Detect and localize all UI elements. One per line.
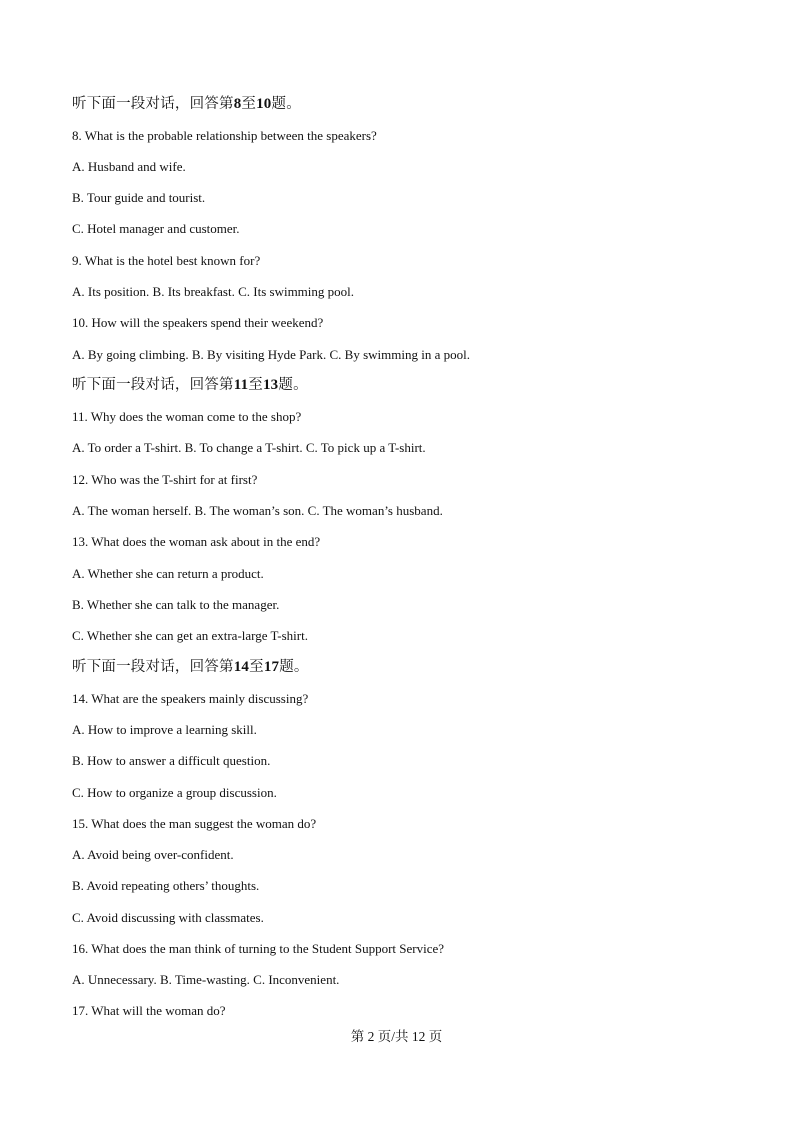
question-16: 16. What does the man think of turning to the Student Support Service?: [72, 941, 445, 956]
question-17: 17. What will the woman do?: [72, 1003, 226, 1018]
question-12: 12. Who was the T-shirt for at first?: [72, 472, 258, 487]
question-13-option-a: A. Whether she can return a product.: [72, 566, 264, 581]
question-13-option-b: B. Whether she can talk to the manager.: [72, 597, 280, 612]
question-10: 10. How will the speakers spend their weekend?: [72, 315, 324, 330]
question-13: 13. What does the woman ask about in the end?: [72, 534, 321, 549]
question-14: 14. What are the speakers mainly discussing?: [72, 691, 309, 706]
question-12-options: A. The woman herself. B. The woman’s son. C. The woman’s husband.: [72, 503, 443, 518]
question-9: 9. What is the hotel best known for?: [72, 253, 261, 268]
question-8: 8. What is the probable relationship between the speakers?: [72, 128, 377, 143]
page-number-footer: 第 2 页/共 12 页: [350, 1029, 443, 1044]
question-15-option-c: C. Avoid discussing with classmates.: [72, 910, 264, 925]
question-8-option-c: C. Hotel manager and customer.: [72, 221, 240, 236]
question-9-options: A. Its position. B. Its breakfast. C. Its swimming pool.: [72, 284, 355, 299]
question-15-option-a: A. Avoid being over-confident.: [72, 847, 234, 862]
question-14-option-c: C. How to organize a group discussion.: [72, 785, 277, 800]
question-8-option-b: B. Tour guide and tourist.: [72, 190, 206, 205]
section-heading-14-17: 听下面一段对话，回答第14至17题。: [72, 659, 309, 675]
question-11-options: A. To order a T-shirt. B. To change a T-shirt. C. To pick up a T-shirt.: [72, 440, 426, 455]
question-15-option-b: B. Avoid repeating others’ thoughts.: [72, 878, 260, 893]
question-14-option-a: A. How to improve a learning skill.: [72, 722, 257, 737]
question-10-options: A. By going climbing. B. By visiting Hyde Park. C. By swimming in a pool.: [72, 347, 470, 362]
question-14-option-b: B. How to answer a difficult question.: [72, 753, 271, 768]
question-16-options: A. Unnecessary. B. Time-wasting. C. Inconvenient.: [72, 972, 340, 987]
section-heading-8-10: 听下面一段对话，回答第8至10题。: [72, 96, 301, 112]
question-8-option-a: A. Husband and wife.: [72, 159, 186, 174]
section-heading-11-13: 听下面一段对话，回答第11至13题。: [72, 377, 308, 393]
question-13-option-c: C. Whether she can get an extra-large T-shirt.: [72, 628, 308, 643]
question-15: 15. What does the man suggest the woman do?: [72, 816, 317, 831]
question-11: 11. Why does the woman come to the shop?: [72, 409, 302, 424]
